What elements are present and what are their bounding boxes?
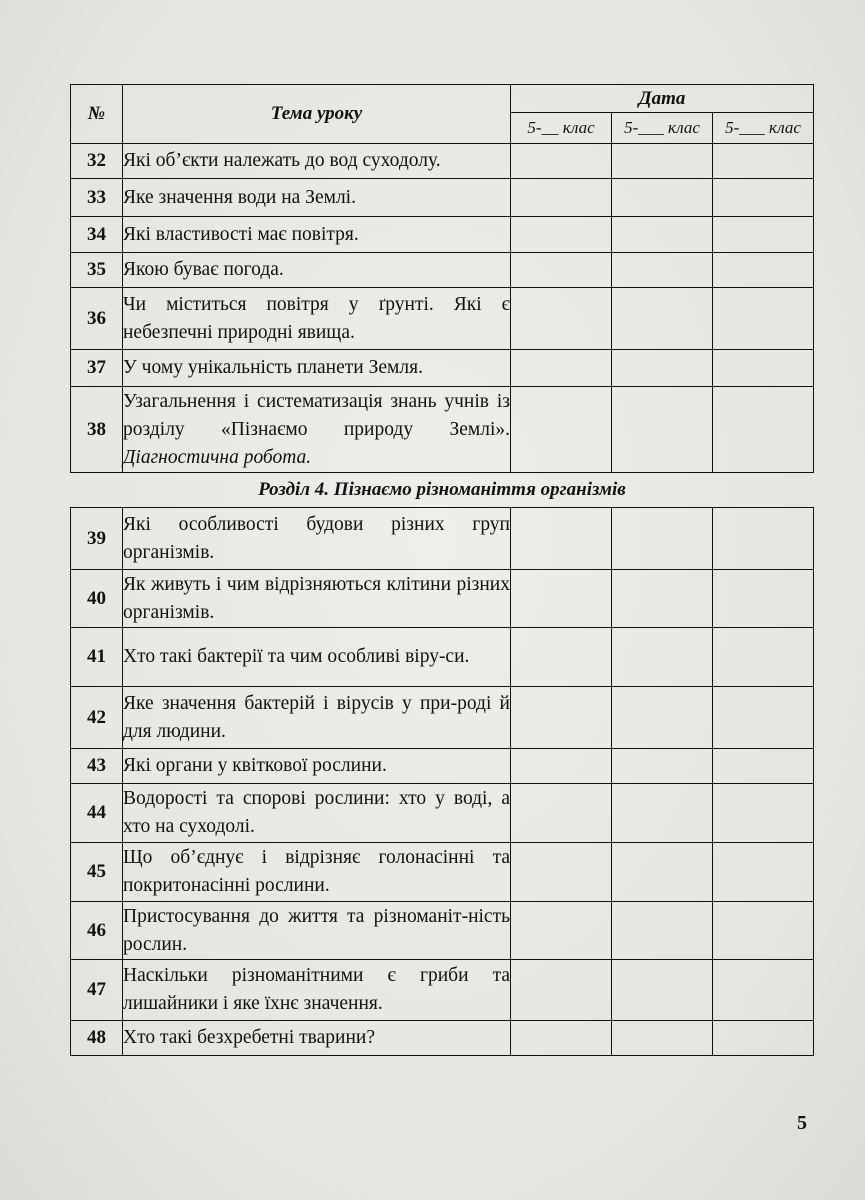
- date-cell[interactable]: [511, 960, 612, 1021]
- date-cell[interactable]: [511, 508, 612, 570]
- lesson-number: 43: [71, 749, 123, 784]
- date-cell[interactable]: [511, 350, 612, 387]
- date-cell[interactable]: [511, 1021, 612, 1056]
- table-row: [71, 960, 814, 1021]
- date-cell[interactable]: [612, 687, 713, 749]
- table-row: [71, 1021, 814, 1056]
- table-row: [71, 749, 814, 784]
- date-cell[interactable]: [612, 1021, 713, 1056]
- lesson-number: 42: [71, 687, 123, 749]
- lesson-topic: Яке значення води на Землі.: [123, 179, 511, 217]
- lesson-topic: Які органи у квіткової рослини.: [123, 749, 511, 784]
- lesson-topic: Водорості та спорові рослини: хто у воді, а хто на суходолі.: [123, 784, 511, 843]
- date-cell[interactable]: [612, 508, 713, 570]
- lesson-topic: Пристосування до життя та різноманіт-ність рослин.: [123, 902, 511, 960]
- date-cell[interactable]: [511, 687, 612, 749]
- lesson-number: 48: [71, 1021, 123, 1056]
- date-cell[interactable]: [511, 902, 612, 960]
- lesson-topic: Чи міститься повітря у ґрунті. Які є небезпечні природні явища.: [123, 288, 511, 350]
- lesson-plan-table: [70, 84, 814, 1056]
- date-cell[interactable]: [511, 570, 612, 628]
- date-cell[interactable]: [612, 387, 713, 473]
- lesson-number: 47: [71, 960, 123, 1021]
- lesson-number: 35: [71, 253, 123, 288]
- class-column-header: 5-__ клас: [511, 113, 612, 144]
- table-row: [71, 387, 814, 473]
- table-row: [71, 628, 814, 687]
- lesson-topic: Які об’єкти належать до вод суходолу.: [123, 144, 511, 179]
- table-row: [71, 687, 814, 749]
- date-cell[interactable]: [612, 144, 713, 179]
- date-cell[interactable]: [713, 253, 814, 288]
- date-cell[interactable]: [612, 179, 713, 217]
- table-row: [71, 902, 814, 960]
- date-cell[interactable]: [713, 902, 814, 960]
- table-row: [71, 253, 814, 288]
- lesson-topic: Як живуть і чим відрізняються клітини різних організмів.: [123, 570, 511, 628]
- lesson-number: 37: [71, 350, 123, 387]
- table-row: [71, 784, 814, 843]
- table-row: [71, 288, 814, 350]
- date-cell[interactable]: [713, 508, 814, 570]
- table-header-row: [71, 85, 814, 113]
- date-cell[interactable]: [511, 749, 612, 784]
- date-cell[interactable]: [511, 387, 612, 473]
- date-cell[interactable]: [713, 843, 814, 902]
- lesson-topic: [123, 387, 511, 473]
- date-cell[interactable]: [713, 350, 814, 387]
- topic-column-header: Тема уроку: [123, 85, 511, 144]
- lesson-topic: Які особливості будови різних груп організмів.: [123, 508, 511, 570]
- date-cell[interactable]: [713, 144, 814, 179]
- lesson-topic: Що об’єднує і відрізняє голонасінні та покритонасінні рослини.: [123, 843, 511, 902]
- lesson-number: 41: [71, 628, 123, 687]
- date-cell[interactable]: [713, 628, 814, 687]
- date-cell[interactable]: [612, 784, 713, 843]
- date-cell[interactable]: [713, 179, 814, 217]
- table-row: [71, 843, 814, 902]
- date-cell[interactable]: [511, 288, 612, 350]
- date-cell[interactable]: [511, 628, 612, 687]
- date-cell[interactable]: [612, 570, 713, 628]
- date-cell[interactable]: [713, 687, 814, 749]
- date-cell[interactable]: [612, 350, 713, 387]
- date-cell[interactable]: [612, 217, 713, 253]
- date-cell[interactable]: [612, 902, 713, 960]
- class-column-header: 5-___ клас: [612, 113, 713, 144]
- lesson-topic: Яке значення бактерій і вірусів у при-роді й для людини.: [123, 687, 511, 749]
- date-cell[interactable]: [612, 960, 713, 1021]
- date-cell[interactable]: [713, 749, 814, 784]
- lesson-topic: Хто такі безхребетні тварини?: [123, 1021, 511, 1056]
- date-cell[interactable]: [612, 288, 713, 350]
- date-cell[interactable]: [713, 288, 814, 350]
- lesson-number: 33: [71, 179, 123, 217]
- class-column-header: 5-___ клас: [713, 113, 814, 144]
- date-cell[interactable]: [612, 253, 713, 288]
- table-row: [71, 144, 814, 179]
- table-row: [71, 508, 814, 570]
- lesson-topic: Якою буває погода.: [123, 253, 511, 288]
- date-cell[interactable]: [612, 628, 713, 687]
- lesson-topic-text: Узагальнення і систематизація знань учнів із розділу «Пізнаємо природу Землі».: [123, 390, 510, 440]
- date-cell[interactable]: [511, 144, 612, 179]
- number-column-header: №: [71, 85, 123, 144]
- date-cell[interactable]: [511, 843, 612, 902]
- lesson-topic: Хто такі бактерії та чим особливі віру-си.: [123, 628, 511, 687]
- date-cell[interactable]: [713, 1021, 814, 1056]
- date-column-header: Дата: [511, 85, 814, 113]
- date-cell[interactable]: [612, 749, 713, 784]
- date-cell[interactable]: [511, 179, 612, 217]
- page-number: 5: [797, 1112, 807, 1134]
- date-cell[interactable]: [713, 784, 814, 843]
- lesson-number: 40: [71, 570, 123, 628]
- lesson-topic: У чому унікальність планети Земля.: [123, 350, 511, 387]
- date-cell[interactable]: [511, 253, 612, 288]
- date-cell[interactable]: [713, 960, 814, 1021]
- date-cell[interactable]: [612, 843, 713, 902]
- lesson-topic: Які властивості має повітря.: [123, 217, 511, 253]
- date-cell[interactable]: [713, 570, 814, 628]
- lesson-number: 32: [71, 144, 123, 179]
- lesson-topic: Наскільки різноманітними є гриби та лишайники і яке їхнє значення.: [123, 960, 511, 1021]
- table-row: [71, 179, 814, 217]
- lesson-number: 44: [71, 784, 123, 843]
- lesson-number: 36: [71, 288, 123, 350]
- lesson-number: 39: [71, 508, 123, 570]
- section-title: Розділ 4. Пізнаємо різноманіття організмів: [71, 473, 814, 508]
- date-cell[interactable]: [511, 217, 612, 253]
- lesson-number: 38: [71, 387, 123, 473]
- table-row: [71, 350, 814, 387]
- section-header-row: [71, 473, 814, 508]
- table-row: [71, 570, 814, 628]
- diagnostic-work-note: Діагностична робота.: [123, 446, 312, 468]
- table-row: [71, 217, 814, 253]
- lesson-number: 45: [71, 843, 123, 902]
- date-cell[interactable]: [713, 387, 814, 473]
- lesson-number: 46: [71, 902, 123, 960]
- date-cell[interactable]: [511, 784, 612, 843]
- date-cell[interactable]: [713, 217, 814, 253]
- lesson-number: 34: [71, 217, 123, 253]
